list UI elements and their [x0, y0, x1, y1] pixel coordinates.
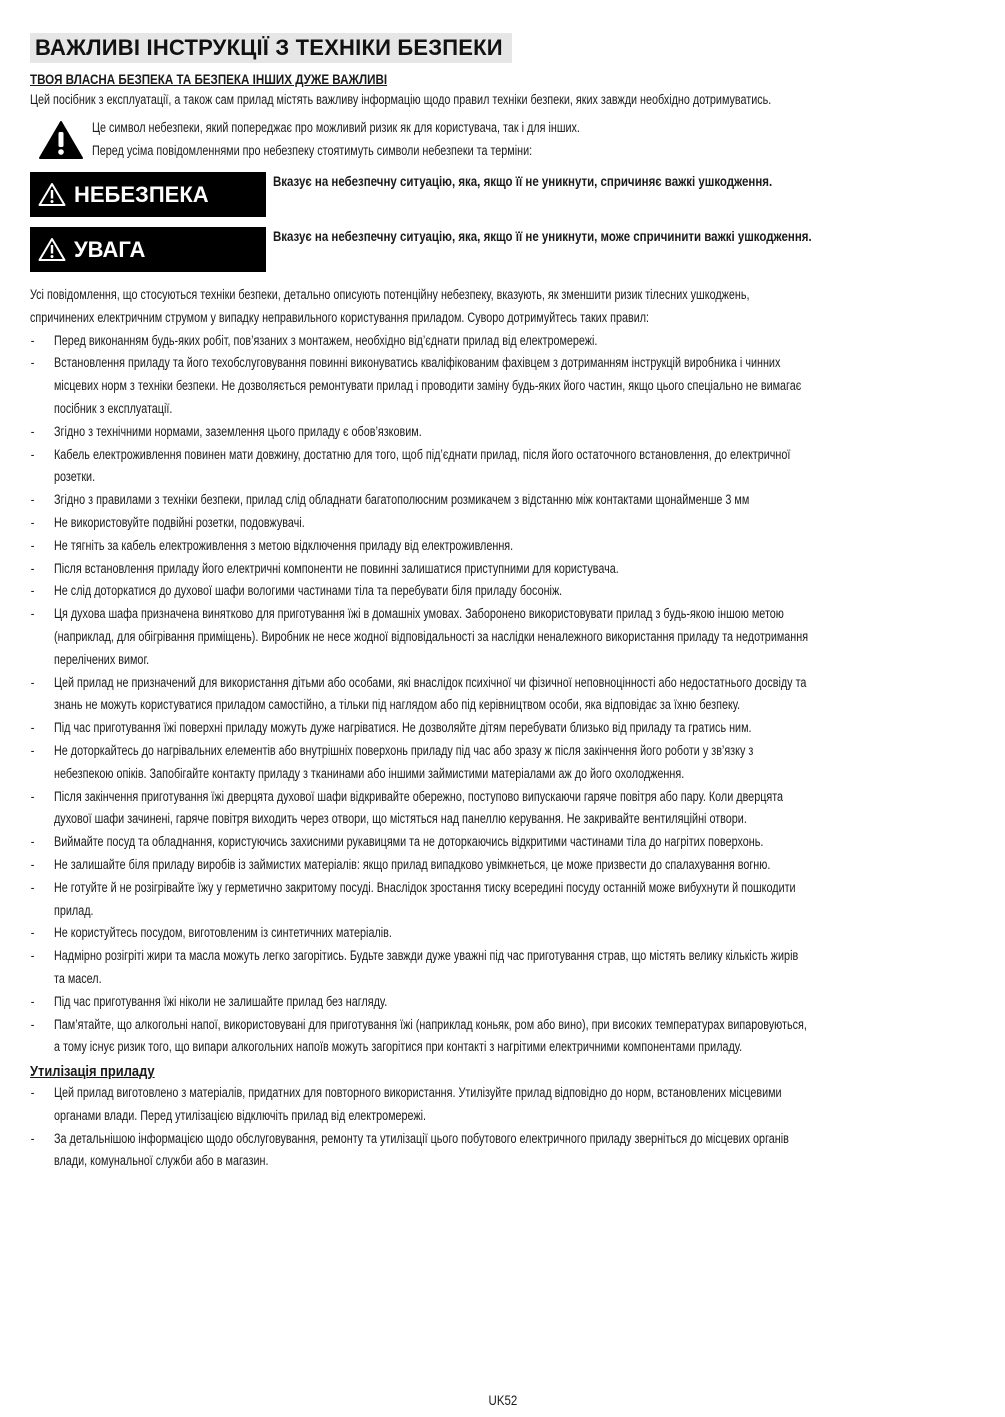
page-number [0, 1393, 1005, 1408]
safety-rule-item-text: - Після закінчення приготування їжі дверцята духової шафи відкривайте обережно, поступово випускаючи гаряче повітря або пару. Коли дверцята [54, 788, 784, 804]
warning-label: УВАГА [74, 236, 146, 262]
safety-rule-item-text: - Пам’ятайте, що алкогольні напої, використовувані для приготування їжі (наприклад коньяк, ром або вино), при високих температурах випаровуються, [54, 1016, 807, 1032]
page-number-text: UK52 [488, 1393, 517, 1408]
safety-rule-item-text: - Під час приготування їжі ніколи не залишайте прилад без нагляду. [54, 993, 388, 1009]
safety-rule-item [30, 580, 786, 603]
danger-label: НЕБЕЗПЕКА [74, 181, 209, 207]
safety-rule-item [30, 489, 786, 512]
safety-rule-item [30, 421, 786, 444]
disposal-item-text: - За детальнішою інформацією щодо обслуговування, ремонту та утилізації цього побутового електричного приладу зверніться до місцевих органів [54, 1130, 789, 1146]
safety-rule-item-text: - Згідно з технічними нормами, заземлення цього приладу є обов’язковим. [54, 423, 422, 439]
symbol-line-1: Це символ небезпеки, який попереджає про можливий ризик як для користувача, так і для інших. [92, 120, 580, 135]
page-title: ВАЖЛИВІ ІНСТРУКЦІЇ З ТЕХНІКИ БЕЗПЕКИ [30, 33, 512, 63]
safety-rule-item [30, 535, 786, 558]
safety-rule-item-text: духової шафи зачинені, гаряче повітря виходить через отвори, що містяться над панеллю керування. Не закривайте вентиляційні отвори. [54, 811, 747, 827]
safety-rule-item [30, 786, 786, 832]
warning-triangle-icon [38, 182, 66, 207]
safety-rule-item [30, 352, 802, 420]
safety-rule-item-text: - Виймайте посуд та обладнання, користуючись захисними рукавицями та не доторкаючись відкритими частинами тіла до нагрітих поверхонь. [54, 834, 764, 850]
danger-label-box [30, 172, 266, 217]
safety-rule-item-text: місцевих норм з техніки безпеки. Не дозволяється ремонтувати прилад і проводити заміну будь-яких його частин, якщо цього спеціально не вимагає [54, 378, 802, 394]
safety-rule-item-text: - Не слід доторкатися до духової шафи вологими частинами тіла та перебувати біля приладу босоніж. [54, 583, 563, 599]
safety-rule-item [30, 991, 786, 1014]
general-line-2: спричинених електричним струмом у випадку неправильного користування приладом. Суворо дотримуйтесь таких правил: [30, 309, 650, 325]
safety-rule-item [30, 444, 791, 490]
safety-rule-item-text: - Цей прилад не призначений для використання дітьми або особами, які внаслідок психічної чи фізичної неповноцінності або недостатнього досвіду та [54, 674, 807, 690]
signal-warning [30, 227, 975, 275]
disposal-item-text: - Цей прилад виготовлено з матеріалів, придатних для повторного використання. Утилізуйте прилад відповідно до норм, встановлених місцевими [54, 1085, 782, 1101]
safety-rule-item-text: - Надмірно розігріті жири та масла можуть легко загорітись. Будьте завжди дуже уважні під час приготування страв, що містять велику кількість жирів [54, 948, 799, 964]
safety-rule-item [30, 877, 796, 923]
danger-description: Вказує на небезпечну ситуацію, яка, якщо її не уникнути, спричиняє важкі ушкодження. [273, 173, 773, 189]
safety-rule-item-text: посібник з експлуатації. [54, 400, 173, 416]
disposal-item-text: влади, комунальної служби або в магазин. [54, 1153, 269, 1169]
safety-rule-item [30, 603, 809, 671]
safety-rule-item [30, 330, 786, 353]
safety-rule-item-text: - Не тягніть за кабель електроживлення з метою відключення приладу від електроживлення. [54, 537, 514, 553]
safety-rule-item-text: - Не доторкайтесь до нагрівальних елементів або внутрішніх поверхонь приладу під час або зразу ж після закінчення його роботи у зв’язку з [54, 742, 754, 758]
safety-rule-item [30, 945, 799, 991]
safety-rule-item-text: розетки. [54, 469, 96, 485]
safety-rule-item [30, 740, 786, 786]
general-text [30, 284, 786, 330]
warning-label-box [30, 227, 266, 272]
safety-rule-item [30, 831, 786, 854]
safety-rule-item-text: - Згідно з правилами з техніки безпеки, прилад слід обладнати багатополюсним розмикачем з відстанню між контактами щонайменше 3 мм [54, 492, 750, 508]
safety-rule-item-text: - Не користуйтесь посудом, виготовленим із синтетичних матеріалів. [54, 925, 392, 941]
safety-rule-item [30, 717, 786, 740]
safety-rule-item [30, 672, 807, 718]
safety-rule-item-text: та масел. [54, 970, 102, 986]
symbol-description [92, 116, 580, 162]
safety-rule-item-text: знань не можуть користуватися приладом самостійно, а тільки під наглядом або під керівництвом особи, яка відповідає за їхню безпеку. [54, 697, 741, 713]
safety-rule-item-text: - Не використовуйте подвійні розетки, подовжувачі. [54, 514, 305, 530]
symbol-line-2: Перед усіма повідомленнями про небезпеку стоятимуть символи небезпеки та терміни: [92, 143, 533, 158]
safety-rule-item-text: - Після встановлення приладу його електричні компоненти не повинні залишатися приступними для користувача. [54, 560, 619, 576]
safety-rule-item [30, 854, 786, 877]
signal-danger [30, 172, 975, 220]
safety-rule-item [30, 512, 786, 535]
disposal-item [30, 1128, 789, 1174]
disposal-title: Утилізація приладу [30, 1063, 155, 1081]
safety-rule-item-text: - Під час приготування їжі поверхні приладу можуть дуже нагріватися. Не дозволяйте дітям перебувати близько від приладу та гратись ним. [54, 720, 752, 736]
safety-rule-item [30, 558, 786, 581]
safety-rule-item-text: прилад. [54, 902, 94, 918]
safety-rule-item [30, 1014, 807, 1060]
disposal-item-text: органами влади. Перед утилізацією відключіть прилад від електромережі. [54, 1107, 427, 1123]
safety-rule-item-text: (наприклад, для обігрівання приміщень). Виробник не несе жодної відповідальності за наслідки неналежного використання приладу та недотримання [54, 628, 809, 644]
danger-symbol-block [30, 116, 975, 166]
safety-rule-item [30, 922, 786, 945]
safety-rule-item-text: а тому існує ризик того, що випари алкогольних напоїв можуть загорітися при контакті з нагрітими електричними компонентами приладу. [54, 1039, 743, 1055]
safety-rule-item-text: - Ця духова шафа призначена винятково для приготування їжі в домашніх умовах. Заборонено використовувати прилад з будь-якою іншою метою [54, 606, 784, 622]
safety-rule-item-text: - Не залишайте біля приладу виробів із займистих матеріалів: якщо прилад випадково увімкнеться, це може призвести до спалахування вогню. [54, 856, 771, 872]
safety-rule-item-text: перелічених вимог. [54, 651, 150, 667]
warning-triangle-icon [38, 120, 84, 160]
section-subtitle: ТВОЯ ВЛАСНА БЕЗПЕКА ТА БЕЗПЕКА ІНШИХ ДУЖЕ ВАЖЛИВІ [30, 72, 388, 87]
safety-rule-item-text: - Не готуйте й не розігрівайте їжу у герметично закритому посуді. Внаслідок зростання тиску всередині посуду останній може вибухнути й пошкодити [54, 879, 796, 895]
safety-rule-item-text: - Встановлення приладу та його техобслуговування повинні виконуватись кваліфікованим фахівцем з дотриманням інструкцій виробника і чинних [54, 355, 781, 371]
safety-rules-list [30, 330, 809, 1060]
warning-description: Вказує на небезпечну ситуацію, яка, якщо її не уникнути, може спричинити важкі ушкодження. [273, 228, 812, 244]
safety-rule-item-text: - Перед виконанням будь-яких робіт, пов’язаних з монтажем, необхідно від’єднати прилад від електромережі. [54, 332, 598, 348]
intro-text: Цей посібник з експлуатації, а також сам прилад містять важливу інформацію щодо правил техніки безпеки, яких завжди необхідно дотримуватись. [30, 92, 772, 107]
safety-rule-item-text: - Кабель електроживлення повинен мати довжину, достатню для того, щоб під’єднати прилад, після його остаточного встановлення, до електричної [54, 446, 791, 462]
page-content [30, 33, 975, 1173]
disposal-item [30, 1082, 786, 1128]
general-line-1: Усі повідомлення, що стосуються техніки безпеки, детально описують потенційну небезпеку, вказують, як зменшити ризик тілесних ушкоджень, [30, 287, 750, 302]
warning-triangle-icon [38, 237, 66, 262]
safety-rule-item-text: небезпекою опіків. Запобігайте контакту приладу з тканинами або іншими займистими матеріалами аж до його охолодження. [54, 765, 685, 781]
disposal-list [30, 1082, 789, 1173]
